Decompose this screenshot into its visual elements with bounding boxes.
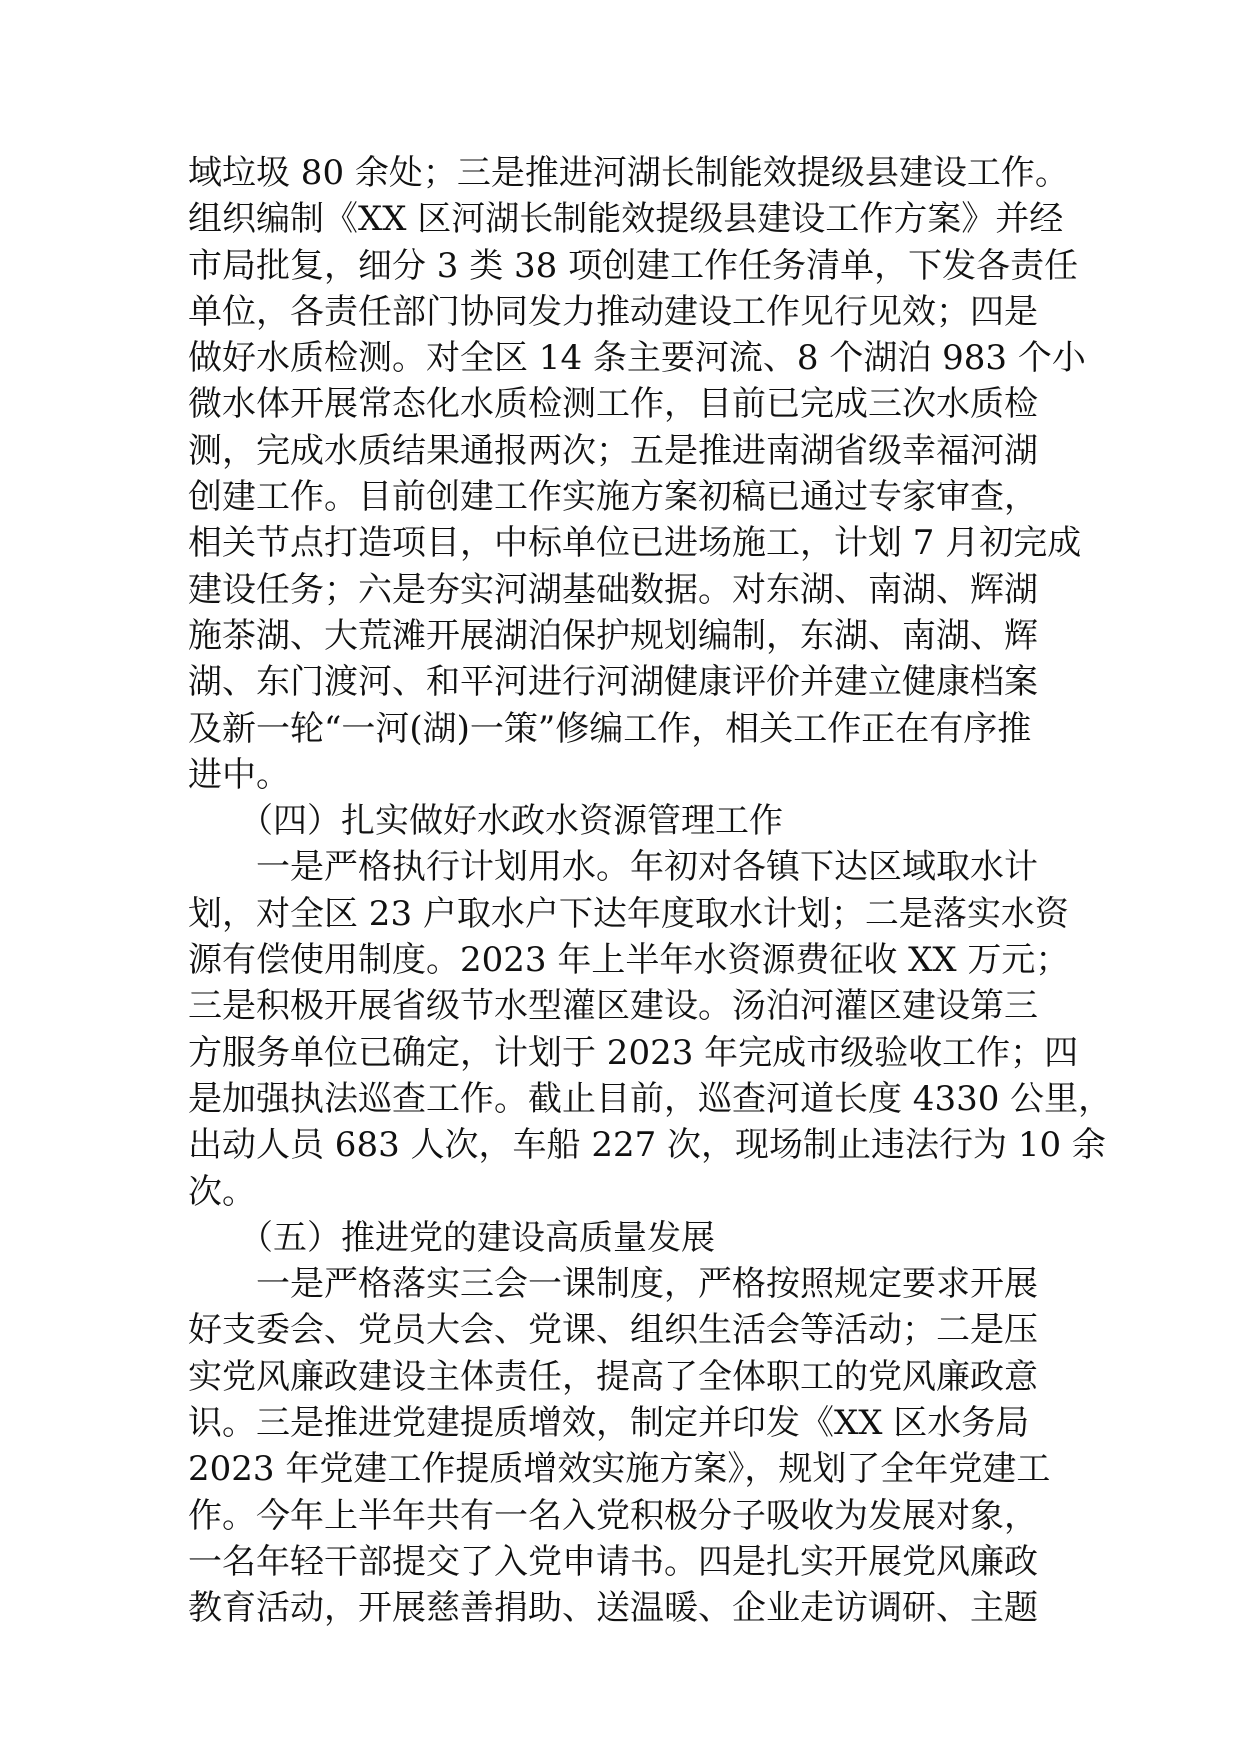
text-line: 出动人员 683 人次，车船 227 次，现场制止违法行为 10 余 bbox=[188, 1125, 1106, 1166]
text-line: 测，完成水质结果通报两次；五是推进南湖省级幸福河湖 bbox=[188, 430, 1038, 471]
text-line: 次。 bbox=[188, 1171, 256, 1212]
text-line: 三是积极开展省级节水型灌区建设。汤泊河灌区建设第三 bbox=[188, 986, 1038, 1027]
text-line: 微水体开展常态化水质检测工作，目前已完成三次水质检 bbox=[188, 384, 1038, 425]
text-line: 一名年轻干部提交了入党申请书。四是扎实开展党风廉政 bbox=[188, 1541, 1038, 1582]
text-line: 划，对全区 23 户取水户下达年度取水计划；二是落实水资 bbox=[188, 893, 1069, 934]
text-line: 一是严格执行计划用水。年初对各镇下达区域取水计 bbox=[188, 847, 1038, 888]
text-line: 实党风廉政建设主体责任，提高了全体职工的党风廉政意 bbox=[188, 1356, 1038, 1397]
text-line: 建设任务；六是夯实河湖基础数据。对东湖、南湖、辉湖 bbox=[188, 569, 1038, 610]
text-line: 组织编制《XX 区河湖长制能效提级县建设工作方案》并经 bbox=[188, 199, 1064, 240]
section-heading: （四）扎实做好水政水资源管理工作 bbox=[188, 801, 783, 842]
text-line: 方服务单位已确定，计划于 2023 年完成市级验收工作；四 bbox=[188, 1032, 1079, 1073]
text-line: 及新一轮“一河(湖)一策”修编工作，相关工作正在有序推 bbox=[188, 708, 1032, 749]
text-line: 一是严格落实三会一课制度，严格按照规定要求开展 bbox=[188, 1264, 1038, 1305]
text-line: 教育活动，开展慈善捐助、送温暖、企业走访调研、主题 bbox=[188, 1588, 1038, 1629]
body-text bbox=[188, 150, 1113, 1632]
text-line: 源有偿使用制度。2023 年上半年水资源费征收 XX 万元； bbox=[188, 940, 1070, 981]
text-line: 识。三是推进党建提质增效，制定并印发《XX 区水务局 bbox=[188, 1403, 1030, 1444]
text-line: 施茶湖、大荒滩开展湖泊保护规划编制，东湖、南湖、辉 bbox=[188, 615, 1038, 656]
text-line: 好支委会、党员大会、党课、组织生活会等活动；二是压 bbox=[188, 1310, 1038, 1351]
text-line: 单位，各责任部门协同发力推动建设工作见行见效；四是 bbox=[188, 291, 1038, 332]
text-line: 作。今年上半年共有一名入党积极分子吸收为发展对象， bbox=[188, 1495, 1038, 1536]
text-line: 2023 年党建工作提质增效实施方案》，规划了全年党建工 bbox=[188, 1449, 1051, 1490]
text-line: 进中。 bbox=[188, 754, 290, 795]
text-line: 湖、东门渡河、和平河进行河湖健康评价并建立健康档案 bbox=[188, 662, 1038, 703]
section-heading: （五）推进党的建设高质量发展 bbox=[188, 1217, 715, 1258]
text-line: 相关节点打造项目，中标单位已进场施工，计划 7 月初完成 bbox=[188, 523, 1082, 564]
text-line: 市局批复，细分 3 类 38 项创建工作任务清单，下发各责任 bbox=[188, 245, 1079, 286]
text-line: 域垃圾 80 余处；三是推进河湖长制能效提级县建设工作。 bbox=[188, 153, 1069, 193]
text-line: 做好水质检测。对全区 14 条主要河流、8 个湖泊 983 个小 bbox=[188, 338, 1086, 379]
text-line: 创建工作。目前创建工作实施方案初稿已通过专家审查， bbox=[188, 477, 1038, 518]
text-line: 是加强执法巡查工作。截止目前，巡查河道长度 4330 公里， bbox=[188, 1078, 1113, 1119]
